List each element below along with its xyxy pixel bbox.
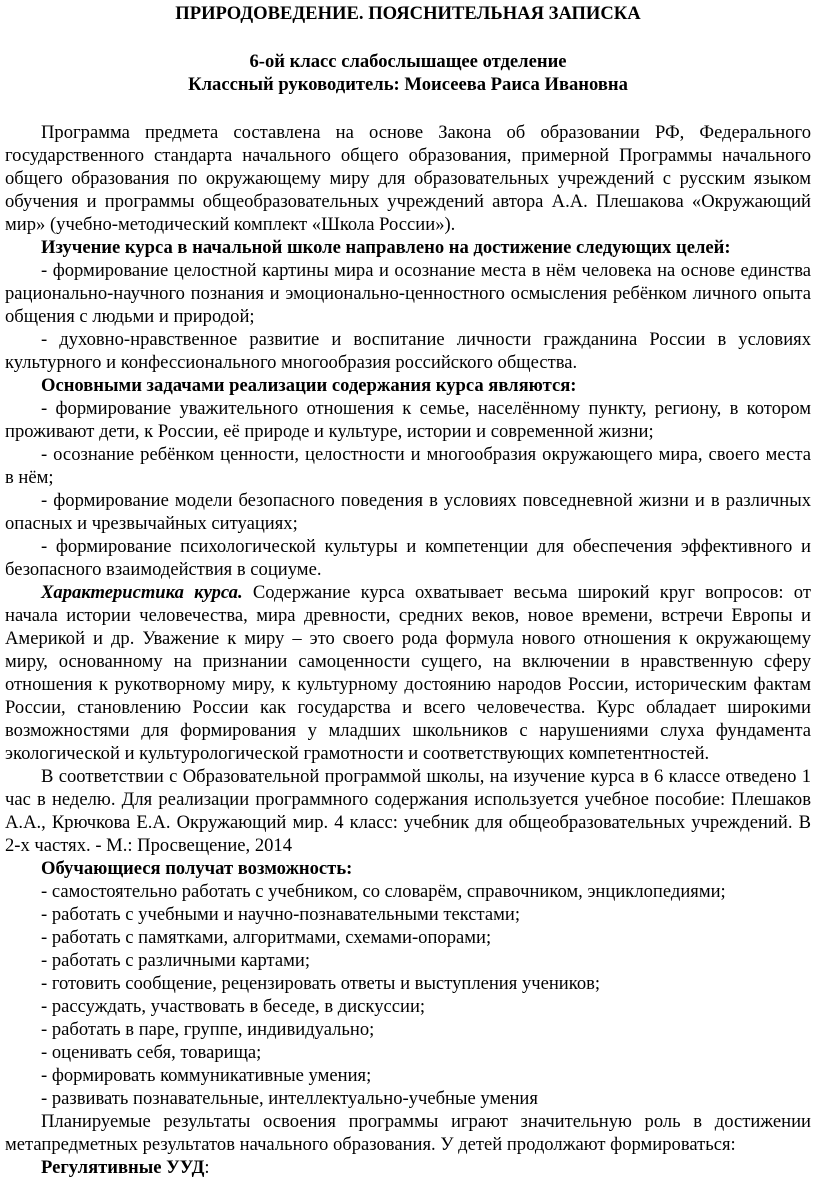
opportunity-item: - работать с учебными и научно-познавательными текстами; [41, 904, 521, 925]
task-item: - формирование уважительного отношения к семье, населённому пункту, региону, в котором проживают дети, к России, её природе и культуре, истории и современной жизни; [5, 398, 811, 442]
opportunity-item: - рассуждать, участвовать в беседе, в дискуссии; [41, 996, 426, 1017]
opportunity-item: - развивать познавательные, интеллектуально-учебные умения [41, 1088, 538, 1109]
goal-item: - формирование целостной картины мира и осознание места в нём человека на основе единства рационально-научного познания и эмоционально-ценностного осмысления ребёнком личного опыта общения с людьми и природой; [5, 260, 811, 327]
opportunity-item: - работать с различными картами; [41, 950, 311, 971]
opportunities-heading: Обучающиеся получат возможность: [41, 858, 353, 879]
hours-paragraph: В соответствии с Образовательной программой школы, на изучение курса в 6 классе отведено 1 час в неделю. Для реализации программного содержания используется учебное пособие: Плешаков А.А., Крючкова Е.А. Окружающий мир. 4 класс: учебник для общеобразовательных учреждений. В 2-х частях. - М.: Просвещение, 2014 [5, 766, 811, 856]
opportunity-item: - самостоятельно работать с учебником, со словарём, справочником, энциклопедиями; [41, 881, 726, 902]
opportunity-item: - работать в паре, группе, индивидуально; [41, 1019, 375, 1040]
task-item: - формирование модели безопасного поведения в условиях повседневной жизни и в различных опасных и чрезвычайных ситуациях; [5, 490, 811, 534]
characteristic-paragraph [5, 581, 811, 765]
tasks-heading: Основными задачами реализации содержания курса являются: [41, 375, 577, 396]
goals-heading: Изучение курса в начальной школе направлено на достижение следующих целей: [41, 237, 731, 258]
opportunity-item: - формировать коммуникативные умения; [41, 1065, 372, 1086]
goal-item: - духовно-нравственное развитие и воспитание личности гражданина России в условиях культурного и конфессионального многообразия российского общества. [5, 329, 811, 373]
regulatory-label: Регулятивные УУД [41, 1157, 205, 1178]
regulatory-colon: : [204, 1157, 210, 1178]
document-title: ПРИРОДОВЕДЕНИЕ. ПОЯСНИТЕЛЬНАЯ ЗАПИСКА [175, 3, 641, 24]
intro-paragraph: Программа предмета составлена на основе Закона об образовании РФ, Федерального государственного стандарта начального общего образования, примерной Программы начального общего образования по окружающему миру для образовательных учреждений с русским языком обучения и программы общеобразовательных учреждений автора А.А. Плешакова «Окружающий мир» (учебно-методический комплект «Школа России»). [5, 122, 811, 235]
spacer [5, 96, 811, 121]
characteristic-label: Характеристика курса. [41, 582, 243, 603]
opportunity-item: - готовить сообщение, рецензировать ответы и выступления учеников; [41, 973, 601, 994]
task-item: - осознание ребёнком ценности, целостности и многообразия окружающего мира, своего места в нём; [5, 444, 811, 488]
results-paragraph: Планируемые результаты освоения программы играют значительную роль в достижении метапредметных результатов начального образования. У детей продолжают формироваться: [5, 1111, 811, 1155]
opportunity-item: - оценивать себя, товарища; [41, 1042, 262, 1063]
opportunity-item: - работать с памятками, алгоритмами, схемами-опорами; [41, 927, 492, 948]
class-line: 6-ой класс слабослышащее отделение [249, 51, 567, 72]
characteristic-text: Содержание курса охватывает весьма широкий круг вопросов: от начала истории человечества, мира древности, средних веков, новое времени, встречи Европы и Америкой и др. Уважение к миру – это своего рода формула нового отношения к окружающему миру, основанному на признании самоценности сущего, на включении в нравственную сферу отношения к рукотворному миру, к культурному достоянию народов России, историческим фактам России, становлению России как государства и всего человечества. Курс обладает широкими возможностями для формирования у младших школьников с нарушениями слуха фундамента экологической и культурологической грамотности и соответствующих компетентностей. [5, 582, 811, 764]
task-item: - формирование психологической культуры и компетенции для обеспечения эффективного и безопасного взаимодействия в социуме. [5, 536, 811, 580]
regulatory-heading [5, 1156, 811, 1179]
teacher-line: Классный руководитель: Моисеева Раиса Ивановна [188, 74, 628, 95]
